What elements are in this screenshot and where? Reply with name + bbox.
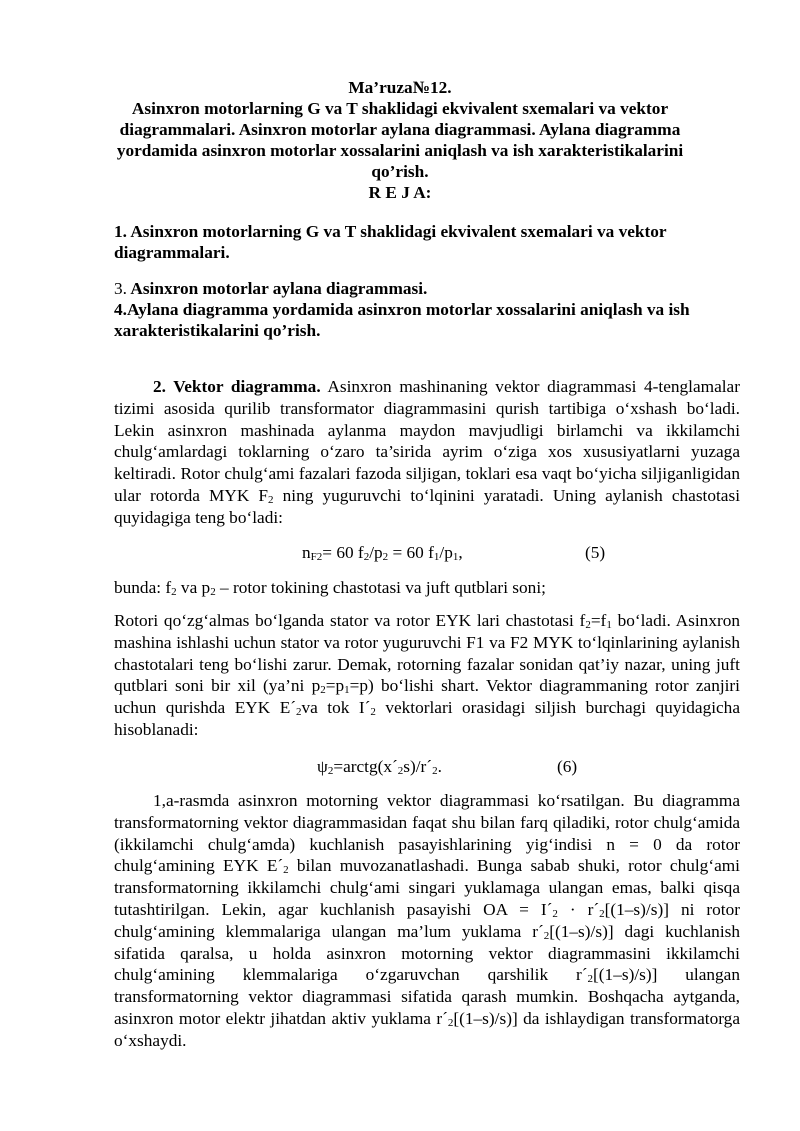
paragraph-text: 1,a-rasmda asinxron motorning vektor diagrammasi ko‘rsatilgan. Bu diagramma transformatorning vektor diagrammasidan faqat shu bilan farq qiladiki, rotor chulg‘amida (ikkilamchi chulg‘amda) kuchlanish pasayishlarining yig‘indisi n = 0 da rotor chulg‘amining EYK E´ — [114, 791, 740, 876]
lecture-number: Ma’ruza№12. — [348, 78, 452, 97]
formula-5 — [302, 542, 463, 563]
paragraph-text: bunda: f — [114, 578, 172, 597]
plan-item-3-number: 3. — [114, 279, 127, 298]
formula-6-number: (6) — [557, 757, 578, 776]
subscript: 2 — [370, 706, 376, 719]
subscript: 2 — [543, 929, 550, 942]
plan-item-4: 4.Aylana diagramma yordamida asinxron motorlar xossalarini aniqlash va ish xarakteristikalarini qo’rish. — [114, 300, 690, 340]
title-block — [110, 77, 690, 203]
subscript: 2 — [397, 765, 404, 777]
formula-text: . — [437, 757, 442, 776]
paragraph-text: ning yuguruvchi to‘lqinini yaratadi. Uning aylanish chastotasi quyidagiga teng bo‘ladi: — [114, 485, 740, 527]
paragraph-text: va p — [176, 578, 211, 597]
subscript: 2 — [363, 551, 370, 563]
formula-text: /p — [369, 543, 383, 562]
subscript: 2 — [171, 586, 177, 598]
subscript: 2 — [382, 551, 389, 563]
formula-6 — [317, 756, 442, 777]
paragraph-text: Asinxron mashinaning vektor diagrammasi 4-tenglamalar tizimi asosida qurilib transformator diagrammasini qurish tartibiga o‘xshash bo‘ladi. Lekin asinxron mashinada aylanma maydon mavjudligi birlamchi va ikkilamchi chulg‘amlardagi toklarning o‘zaro ta’sirida ayrim o‘ziga xos xususiyatlarni yuzaga keltiradi. Rotor chulg‘ami fazalari fazoda siljigan, toklari esa vaqt bo‘yicha siljiganligidan ular rotorda MYK F — [114, 377, 740, 505]
formula-5-number: (5) — [585, 543, 606, 562]
subscript: 1 — [344, 684, 350, 697]
formula-text: s)/r´ — [403, 757, 433, 776]
formula-text: , — [458, 543, 463, 562]
paragraph-rotor — [114, 610, 740, 741]
subscript: 2 — [552, 907, 558, 920]
paragraph-text: =f — [590, 611, 607, 630]
formula-text: ψ — [317, 757, 328, 776]
paragraph-vector-diagram — [114, 376, 740, 529]
plan-item-3 — [114, 278, 734, 299]
section-heading: 2. Vektor diagramma. — [153, 377, 321, 396]
paragraph-text: [(1–s)/s)] ulangan transformatorning vektor diagrammasi sifatida qarash mumkin. Boshqacha aytganda, asinxron motor elektr jihatdan aktiv yuklama r´ — [114, 965, 740, 1028]
paragraph-where — [114, 577, 740, 599]
plan-item-1: 1. Asinxron motorlarning G va T shaklidagi ekvivalent sxemalari va vektor diagrammalari. — [114, 222, 667, 262]
subscript: 2 — [432, 765, 438, 777]
paragraph-text: bilan muvozanatlashadi. Bunga sabab shuki, rotor chulg‘ami transformatorning ikkilamchi chulg‘ami singari yuklamaga ulangan emas, balki qisqa tutashtirilgan. Lekin, agar kuchlanish pasayishi OA = I´ — [114, 856, 740, 919]
title-line: qo’rish. — [371, 162, 429, 181]
subscript: 2 — [296, 706, 302, 719]
paragraph-text: [(1–s)/s)] da ishlaydigan transformatorga o‘xshaydi. — [114, 1008, 740, 1050]
paragraph-text: =p) bo‘lishi shart. Vektor diagrammaning rotor zanjiri uchun qurishda EYK E´ — [114, 676, 740, 718]
subscript: 2 — [327, 765, 334, 777]
subscript: F2 — [310, 551, 323, 563]
paragraph-text: bo‘ladi. Asinxron mashina ishlashi uchun stator va rotor yuguruvchi F1 va F2 MYK to‘lqinlarining aylanish chastotalari teng bo‘lishi zarur. Demak, rotorning fazalar sonidan qat’iy nazar, uning juft qutblari soni bir xil (ya’ni p — [114, 611, 740, 696]
paragraph-text: [(1–s)/s)] dagi kuchlanish sifatida qaralsa, u holda asinxron motorning vektor diagrammasini ikkilamchi chulg‘amining klemmalariga o‘zgaruvchan qarshilik r´ — [114, 921, 740, 985]
paragraph-text: va tok I´ — [301, 698, 371, 718]
subscript: 1 — [606, 619, 612, 631]
paragraph-figure-description — [114, 790, 740, 1052]
title-line: yordamida asinxron motorlar xossalarini aniqlash va ish xarakteristikalarini — [116, 141, 684, 160]
formula-text: =arctg(x´ — [333, 757, 398, 776]
subscript: 2 — [587, 973, 594, 986]
title-line: diagrammalari. Asinxron motorlar aylana diagrammasi. Aylana diagramma — [119, 120, 681, 139]
formula-text: /p — [439, 543, 453, 562]
subscript: 2 — [599, 907, 605, 920]
paragraph-text: vektorlari orasidagi siljish burchagi quyidagicha hisoblanadi: — [114, 698, 740, 739]
subscript: 2 — [585, 619, 591, 631]
subscript: 2 — [447, 1016, 454, 1029]
subscript: 2 — [320, 684, 326, 697]
paragraph-text: – rotor tokining chastotasi va juft qutblari soni; — [215, 578, 546, 597]
formula-text: n — [302, 543, 311, 562]
subscript: 2 — [210, 586, 216, 598]
paragraph-text: · r´ — [557, 899, 600, 919]
paragraph-text: Rotori qo‘zg‘almas bo‘lganda stator va rotor EYK lari chastotasi f — [114, 611, 586, 630]
title-line: Asinxron motorlarning G va T shaklidagi ekvivalent sxemalari va vektor — [131, 99, 669, 118]
paragraph-text: =p — [325, 676, 345, 696]
subscript: 2 — [283, 864, 289, 877]
plan-item-3-text: Asinxron motorlar aylana diagrammasi. — [130, 279, 428, 298]
formula-text: = 60 f — [388, 543, 434, 562]
paragraph-text: [(1–s)/s)] ni rotor chulg‘amining klemmalariga ulangan ma’lum yuklama r´ — [114, 899, 740, 941]
subscript: 1 — [433, 551, 440, 563]
subscript: 2 — [268, 493, 274, 506]
plan-heading: R E J A: — [368, 183, 432, 202]
subscript: 1 — [452, 551, 459, 563]
formula-text: = 60 f — [322, 543, 364, 562]
